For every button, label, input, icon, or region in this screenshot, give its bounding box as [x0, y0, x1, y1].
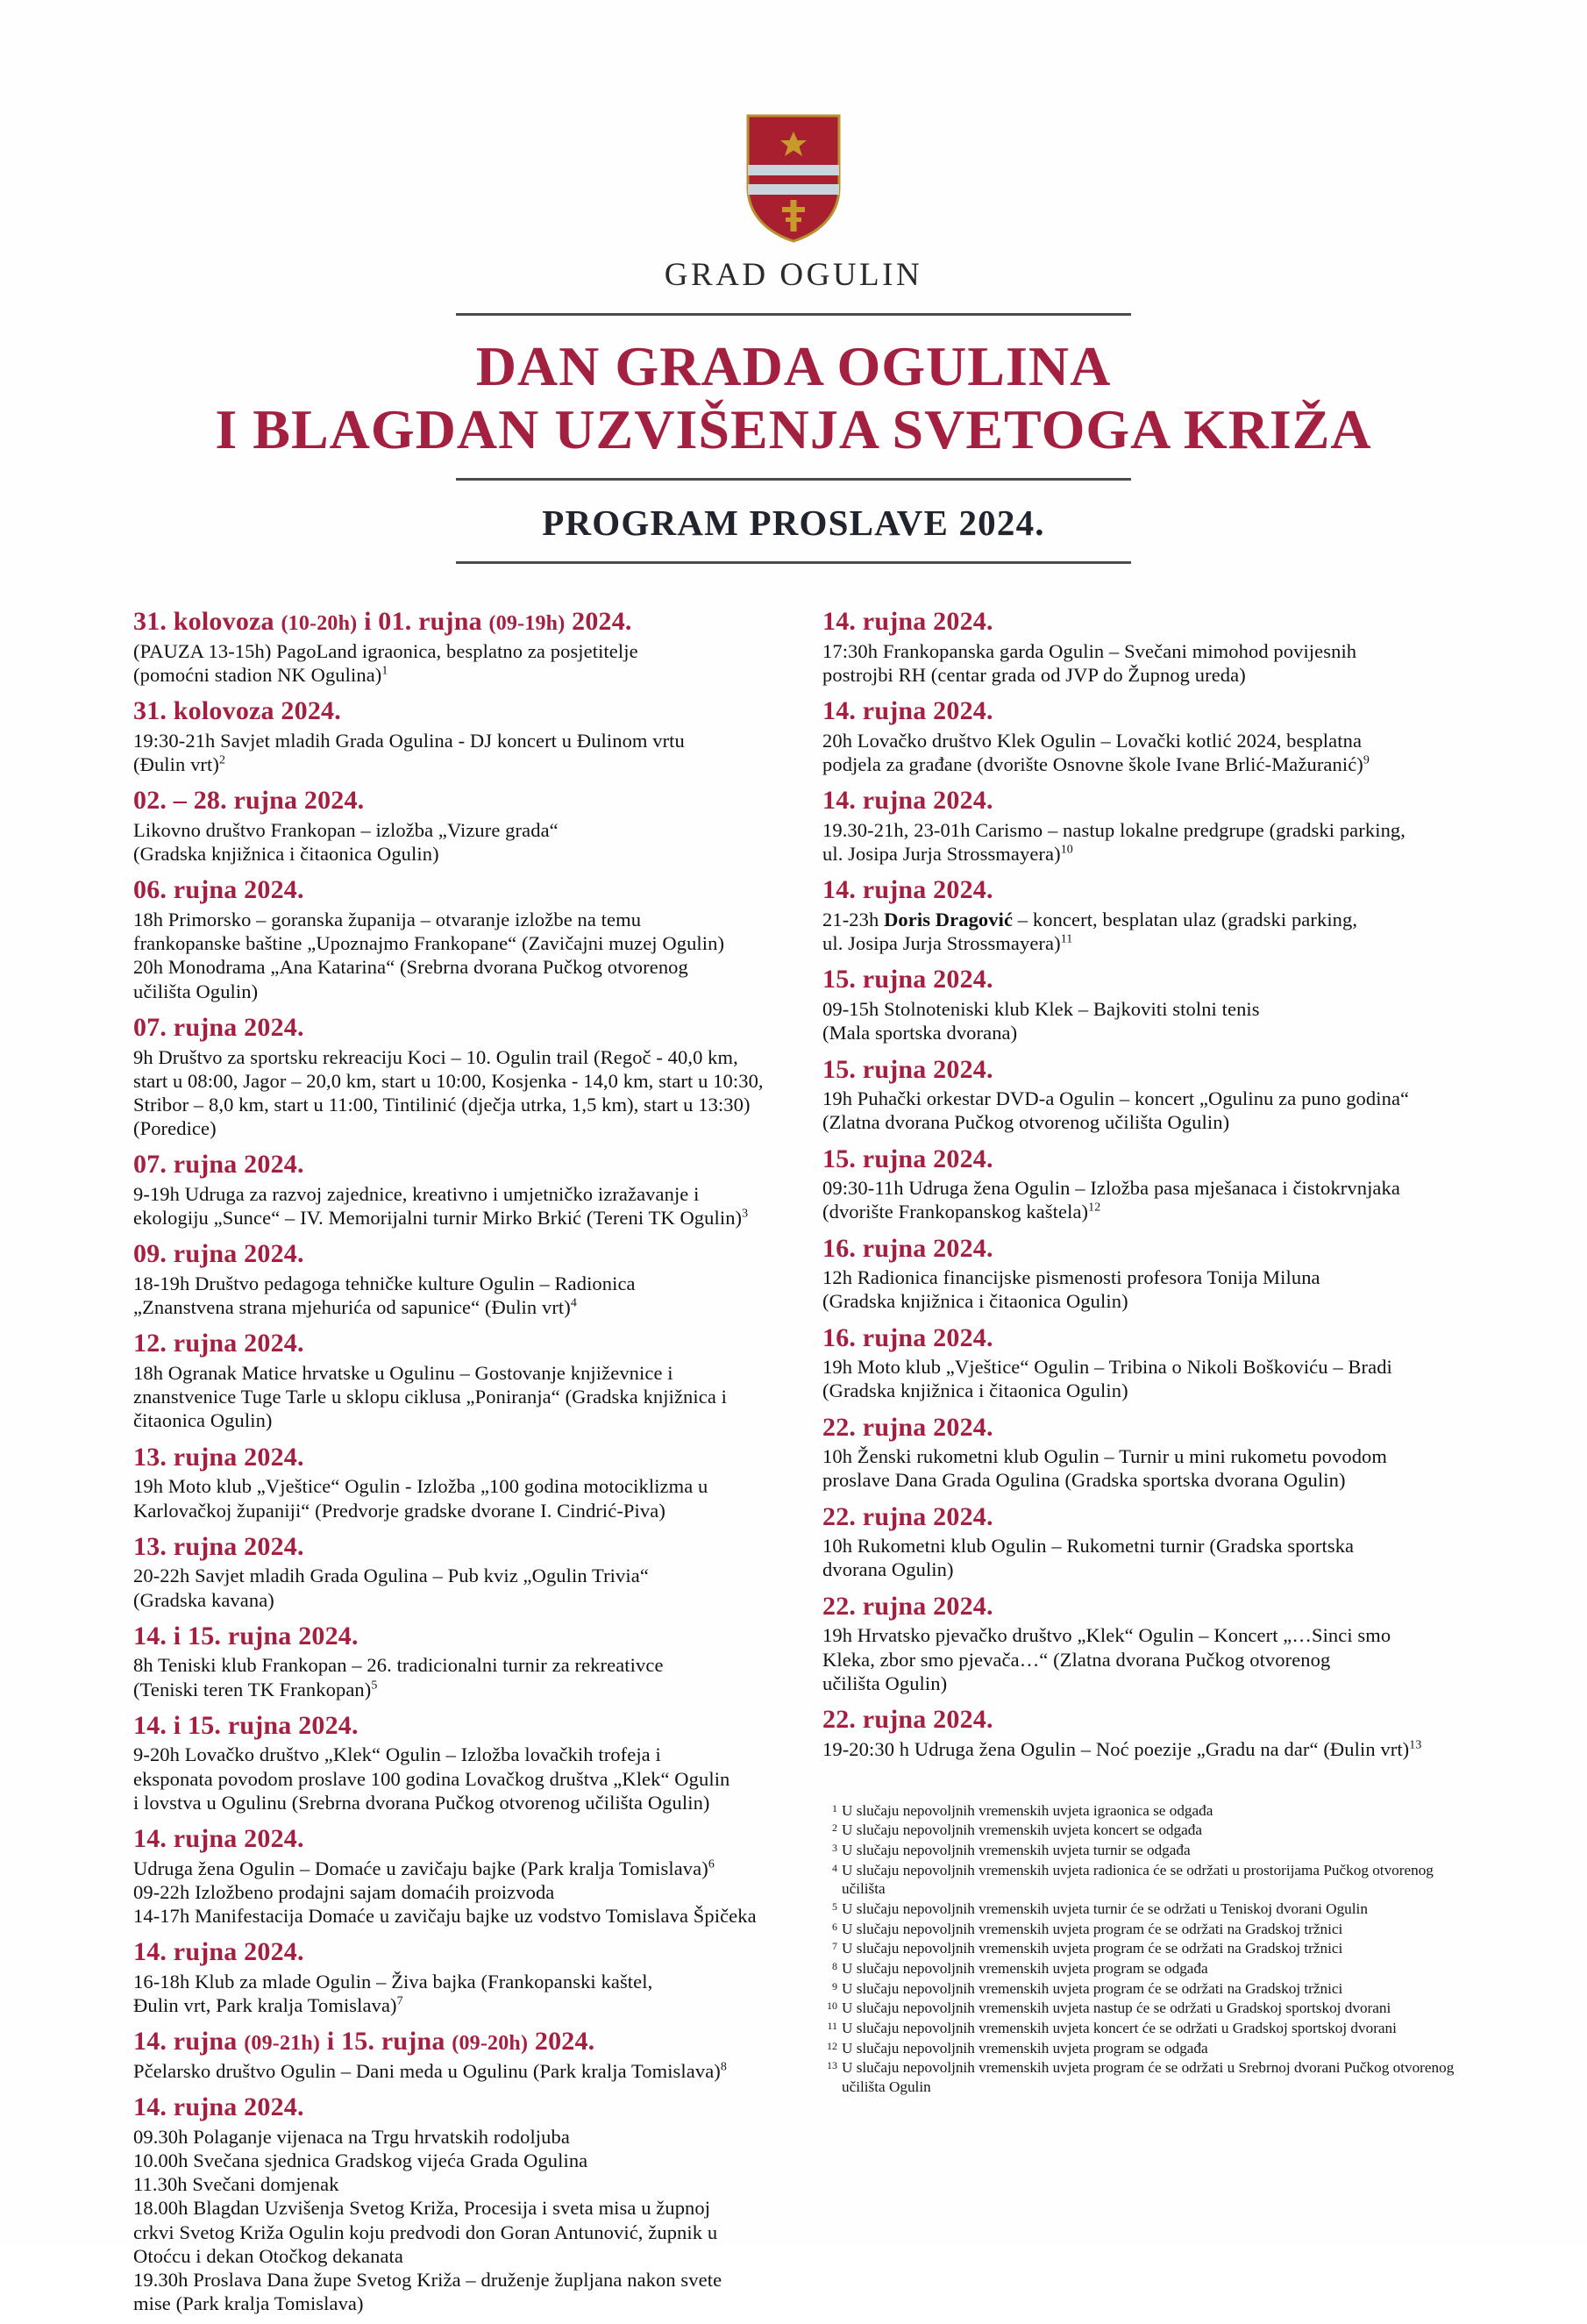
entry-line: 09:30-11h Udruga žena Ogulin – Izložba pasa mješanaca i čistokrvnjaka: [822, 1177, 1400, 1200]
entry-line: (Mala sportska dvorana): [822, 1022, 1018, 1044]
entry-description: [822, 1623, 1461, 1695]
program-entry: [133, 1442, 772, 1522]
program-entry: [822, 1704, 1461, 1761]
program-entry: [822, 1233, 1461, 1314]
entry-description: [133, 1045, 772, 1141]
entry-line: 10h Ženski rukometni klub Ogulin – Turnir u mini rukometu povodom: [822, 1445, 1387, 1468]
footnote-text: U slučaju nepovoljnih vremenskih uvjeta nastup će se održati u Gradskoj sportskoj dvorani: [842, 2000, 1391, 2017]
entry-date: 13. rujna 2024.: [133, 1442, 304, 1472]
entry-line: (Đulin vrt)$^2$: [133, 753, 226, 776]
city-name: GRAD OGULIN: [664, 257, 923, 293]
entry-description: [133, 1474, 772, 1522]
entry-line: 20-22h Savjet mladih Grada Ogulina – Pub kviz „Ogulin Trivia“: [133, 1565, 649, 1587]
entry-description: [133, 1182, 772, 1230]
program-entry: [133, 1012, 772, 1140]
entry-line: 11.30h Svečani domjenak: [133, 2173, 339, 2196]
footnote-number: 13: [827, 2059, 837, 2072]
entry-line: 18h Primorsko – goranska županija – otvaranje izložbe na temu: [133, 909, 642, 931]
entry-line: postrojbi RH (centar grada od JVP do Župnog ureda): [822, 664, 1246, 687]
entry-line: ul. Josipa Jurja Strossmayera)$^{11}$: [822, 932, 1073, 955]
entry-description: [822, 1444, 1461, 1492]
entry-line: (PAUZA 13-15h) PagoLand igraonica, besplatno za posjetitelje: [133, 639, 638, 662]
footnote-number: 6: [832, 1920, 837, 1933]
entry-line: start u 08:00, Jagor – 20,0 km, start u 10:00, Kosjenka - 14,0 km, start u 10:30,: [133, 1069, 764, 1092]
entry-line: 20h Lovačko društvo Klek Ogulin – Lovački kotlić 2024, besplatna: [822, 729, 1363, 752]
entry-date: 14. i 15. rujna 2024.: [133, 1621, 359, 1650]
entry-date: 14. rujna 2024.: [822, 875, 993, 905]
entry-line: (Gradska knjižnica i čitaonica Ogulin): [133, 843, 439, 866]
entry-line: ekologiju „Sunce“ – IV. Memorijalni turnir Mirko Brkić (Tereni TK Ogulin)$^3$: [133, 1207, 749, 1230]
entry-description: [133, 1857, 772, 1928]
program-entry: [822, 606, 1461, 687]
entry-line: dvorana Ogulin): [822, 1558, 954, 1581]
entry-description: [133, 1272, 772, 1319]
footnote-text: U slučaju nepovoljnih vremenskih uvjeta koncert će se održati u Gradskoj sportskoj dvorani: [842, 2020, 1397, 2037]
program-entry: [133, 2026, 772, 2083]
entry-line: 9-19h Udruga za razvoj zajednice, kreativno i umjetničko izražavanje i: [133, 1182, 700, 1205]
footnote-text: U slučaju nepovoljnih vremenskih uvjeta igraonica se odgađa: [842, 1801, 1213, 1819]
program-entry: [822, 1144, 1461, 1224]
entry-line: mise (Park kralja Tomislava): [133, 2292, 364, 2315]
footnote-item: [822, 1861, 1461, 1899]
page-title-line2: I BLAGDAN UZVIŠENJA SVETOGA KRIŽA: [215, 397, 1372, 460]
entry-description: [133, 2059, 772, 2083]
entry-date: 22. rujna 2024.: [822, 1704, 993, 1734]
crest-container: [0, 112, 1587, 244]
entry-date: 07. rujna 2024.: [133, 1012, 304, 1042]
entry-line: podjela za građane (dvorište Osnovne škole Ivane Brlić-Mažuranić)$^9$: [822, 753, 1370, 776]
entry-date: 02. – 28. rujna 2024.: [133, 786, 365, 816]
page-subtitle: PROGRAM PROSLAVE 2024.: [542, 503, 1045, 544]
footnote-text: U slučaju nepovoljnih vremenskih uvjeta program se odgađa: [842, 2039, 1208, 2057]
entry-line: 09.30h Polaganje vijenaca na Trgu hrvatskih rodoljuba: [133, 2125, 570, 2148]
entry-line: znanstvenice Tuge Tarle u sklopu ciklusa „Poniranja“ (Gradska knjižnica i: [133, 1386, 728, 1408]
program-entry: [133, 1936, 772, 2017]
entry-date: 14. i 15. rujna 2024.: [133, 1710, 359, 1740]
poster-header: [0, 0, 1587, 564]
entry-line: učilišta Ogulin): [822, 1672, 948, 1694]
entry-line: 19h Puhački orkestar DVD-a Ogulin – koncert „Ogulinu za puno godina“: [822, 1087, 1410, 1110]
entry-description: [822, 908, 1461, 955]
entry-line: 10h Rukometni klub Ogulin – Rukometni turnir (Gradska sportska: [822, 1535, 1355, 1558]
program-entry: [822, 1322, 1461, 1403]
footnote-item: [822, 1900, 1461, 1919]
program-entry: [133, 606, 772, 687]
entry-date: 14. rujna 2024.: [133, 1937, 304, 1967]
entry-line: (pomoćni stadion NK Ogulina)$^1$: [133, 664, 388, 687]
footnote-item: [822, 1920, 1461, 1939]
entry-line: Đulin vrt, Park kralja Tomislava)$^7$: [133, 1994, 403, 2017]
footnote-text: U slučaju nepovoljnih vremenskih uvjeta turnir će se održati u Teniskoj dvorani Ogulin: [842, 1900, 1368, 1918]
entry-line: (Gradska kavana): [133, 1588, 274, 1611]
program-entry: [822, 964, 1461, 1044]
entry-line: (Teniski teren TK Frankopan)$^5$: [133, 1678, 378, 1700]
entry-date: 22. rujna 2024.: [822, 1501, 993, 1531]
program-columns: [0, 606, 1587, 2324]
entry-description: [133, 639, 772, 687]
page-title: [0, 335, 1587, 460]
footnote-item: [822, 2058, 1461, 2096]
entry-line: 12h Radionica financijske pismenosti profesora Tonija Miluna: [822, 1266, 1320, 1289]
entry-description: [133, 1361, 772, 1433]
entry-line: (dvorište Frankopanskog kaštela)$^{12}$: [822, 1201, 1101, 1223]
entry-line: 19h Moto klub „Vještice“ Ogulin – Tribina o Nikoli Boškoviću – Bradi: [822, 1356, 1392, 1379]
program-entry: [822, 785, 1461, 866]
entry-description: [133, 908, 772, 1003]
entry-line: 16-18h Klub za mlade Ogulin – Živa bajka (Frankopanski kaštel,: [133, 1970, 653, 1993]
entry-date: 14. rujna (09-21h) i 15. rujna (09-20h) 2024.: [133, 2027, 595, 2057]
entry-line: crkvi Svetog Križa Ogulin koju predvodi don Goran Antunović, župnik u: [133, 2221, 718, 2243]
entry-description: [822, 639, 1461, 687]
entry-description: [822, 818, 1461, 866]
footnote-text: U slučaju nepovoljnih vremenskih uvjeta program će se održati na Gradskoj tržnici: [842, 1920, 1343, 1937]
entry-line: 09-15h Stolnoteniski klub Klek – Bajkoviti stolni tenis: [822, 998, 1260, 1021]
entry-date: 15. rujna 2024.: [822, 1144, 993, 1173]
entry-description: [822, 1265, 1461, 1313]
entry-date: 14. rujna 2024.: [822, 696, 993, 726]
entry-line: 19-20:30 h Udruga žena Ogulin – Noć poezije „Gradu na dar“ (Đulin vrt)$^{13}$: [822, 1737, 1422, 1760]
entry-line: eksponata povodom proslave 100 godina Lovačkog društva „Klek“ Ogulin: [133, 1767, 730, 1790]
entry-line: (Zlatna dvorana Pučkog otvorenog učilišta Ogulin): [822, 1111, 1230, 1134]
program-entry: [133, 1149, 772, 1230]
entry-line: Otoćcu i dekan Otočkog dekanata: [133, 2244, 403, 2267]
entry-line: 19h Moto klub „Vještice“ Ogulin - Izložba „100 godina motociklizma u: [133, 1475, 708, 1498]
entry-description: [822, 1534, 1461, 1581]
program-entry: [822, 1501, 1461, 1582]
footnote-item: [822, 1939, 1461, 1958]
entry-date: 14. rujna 2024.: [133, 1824, 304, 1854]
footnote-number: 10: [827, 2000, 837, 2013]
footnote-text: U slučaju nepovoljnih vremenskih uvjeta program se odgađa: [842, 1960, 1208, 1978]
program-entry: [822, 1412, 1461, 1493]
entry-date: 22. rujna 2024.: [822, 1412, 993, 1442]
entry-date: 15. rujna 2024.: [822, 1054, 993, 1084]
entry-line: 18h Ogranak Matice hrvatske u Ogulinu – Gostovanje književnice i: [133, 1362, 673, 1385]
entry-description: [133, 729, 772, 776]
entry-description: [822, 1355, 1461, 1402]
footnote-number: 7: [832, 1940, 837, 1953]
entry-line: Stribor – 8,0 km, start u 11:00, Tintilinić (dječja utrka, 1,5 km), start u 13:30): [133, 1093, 751, 1116]
footnote-number: 5: [832, 1900, 837, 1914]
entry-line: čitaonica Ogulin): [133, 1409, 273, 1432]
entry-line: 17:30h Frankopanska garda Ogulin – Svečani mimohod povijesnih: [822, 639, 1357, 662]
entry-date: 22. rujna 2024.: [822, 1591, 993, 1621]
entry-date: 15. rujna 2024.: [822, 965, 993, 994]
footnote-text: U slučaju nepovoljnih vremenskih uvjeta turnir se odgađa: [842, 1842, 1191, 1859]
entry-description: [822, 729, 1461, 776]
entry-line: frankopanske baštine „Upoznajmo Frankopane“ (Zavičajni muzej Ogulin): [133, 932, 725, 955]
footnote-item: [822, 1979, 1461, 1999]
entry-date: 07. rujna 2024.: [133, 1150, 304, 1180]
entry-date: 14. rujna 2024.: [822, 607, 993, 637]
entry-description: [133, 1653, 772, 1700]
footnote-item: [822, 2019, 1461, 2038]
entry-line: (Gradska knjižnica i čitaonica Ogulin): [822, 1379, 1128, 1402]
entry-date: 13. rujna 2024.: [133, 1531, 304, 1561]
divider-bottom: [456, 561, 1131, 564]
entry-description: [133, 2125, 772, 2316]
entry-line: 19h Hrvatsko pjevačko društvo „Klek“ Ogulin – Koncert „…Sinci smo: [822, 1624, 1391, 1647]
page-title-line1: DAN GRADA OGULINA: [475, 335, 1112, 397]
entry-date: 06. rujna 2024.: [133, 875, 304, 905]
entry-line: (Gradska knjižnica i čitaonica Ogulin): [822, 1290, 1128, 1313]
entry-line: 9-20h Lovačko društvo „Klek“ Ogulin – Izložba lovačkih trofeja i: [133, 1743, 661, 1766]
footnote-text: U slučaju nepovoljnih vremenskih uvjeta koncert se odgađa: [842, 1821, 1202, 1839]
entry-line: proslave Dana Grada Ogulina (Gradska sportska dvorana Ogulin): [822, 1469, 1346, 1492]
program-entries-right: [822, 606, 1461, 1760]
entry-date: 14. rujna 2024.: [822, 786, 993, 816]
entry-line: učilišta Ogulin): [133, 980, 259, 1002]
program-entry: [822, 695, 1461, 776]
entry-description: [133, 1970, 772, 2017]
entry-line: Kleka, zbor smo pjevača…“ (Zlatna dvorana Pučkog otvorenog: [822, 1648, 1331, 1671]
program-entry: [822, 1591, 1461, 1695]
entry-date: 16. rujna 2024.: [822, 1233, 993, 1263]
program-entry: [133, 1710, 772, 1814]
footnote-item: [822, 1999, 1461, 2018]
entry-date: 09. rujna 2024.: [133, 1239, 304, 1269]
footnotes-list: [822, 1801, 1461, 2097]
program-entry: [133, 1238, 772, 1319]
entry-date: 31. kolovoza 2024.: [133, 696, 341, 726]
footnote-item: [822, 1959, 1461, 1978]
program-entry: [822, 874, 1461, 955]
entry-description: [822, 997, 1461, 1044]
entry-description: [133, 1564, 772, 1611]
program-entry: [133, 1531, 772, 1612]
entry-description: [133, 818, 772, 866]
entry-line: Udruga žena Ogulin – Domaće u zavičaju bajke (Park kralja Tomislava)$^6$: [133, 1857, 715, 1879]
entry-line: 18.00h Blagdan Uzvišenja Svetog Križa, Procesija i sveta misa u župnoj: [133, 2197, 711, 2220]
footnote-number: 8: [832, 1960, 837, 1973]
entry-line: Pčelarsko društvo Ogulin – Dani meda u Ogulinu (Park kralja Tomislava)$^8$: [133, 2059, 727, 2082]
program-entry: [133, 2092, 772, 2315]
entry-date: 12. rujna 2024.: [133, 1329, 304, 1358]
entry-description: [822, 1737, 1461, 1761]
entry-description: [822, 1176, 1461, 1223]
entry-line: 19:30-21h Savjet mladih Grada Ogulina - DJ koncert u Đulinom vrtu: [133, 729, 685, 752]
footnote-text: U slučaju nepovoljnih vremenskih uvjeta radionica će se održati u prostorijama Pučkog otvorenog učilišta: [842, 1861, 1434, 1898]
entry-line: (Poredice): [133, 1117, 217, 1140]
entry-line: 19.30-21h, 23-01h Carismo – nastup lokalne predgrupe (gradski parking,: [822, 819, 1406, 841]
program-entry: [133, 1328, 772, 1432]
program-column-right: [822, 606, 1461, 2324]
entry-line: 14-17h Manifestacija Domaće u zavičaju bajke uz vodstvo Tomislava Špičeka: [133, 1905, 757, 1928]
footnote-text: U slučaju nepovoljnih vremenskih uvjeta program će se održati na Gradskoj tržnici: [842, 1940, 1343, 1957]
footnote-number: 2: [832, 1821, 837, 1835]
footnote-text: U slučaju nepovoljnih vremenskih uvjeta program će se održati na Gradskoj tržnici: [842, 1979, 1343, 1997]
footnote-item: [822, 1821, 1461, 1840]
footnote-number: 12: [827, 2039, 837, 2052]
entry-line: „Znanstvena strana mjehurića od sapunice“ (Đulin vrt)$^4$: [133, 1296, 577, 1319]
entry-line: Likovno društvo Frankopan – izložba „Vizure grada“: [133, 819, 559, 841]
entry-description: [133, 1743, 772, 1814]
footnote-item: [822, 1801, 1461, 1821]
entry-line: 10.00h Svečana sjednica Gradskog vijeća Grada Ogulina: [133, 2149, 588, 2171]
entry-line: 20h Monodrama „Ana Katarina“ (Srebrna dvorana Pučkog otvorenog: [133, 956, 688, 979]
footnote-number: 11: [827, 2020, 837, 2033]
entry-line: 19.30h Proslava Dana župe Svetog Križa – druženje župljana nakon svete: [133, 2269, 722, 2292]
entry-line: 9h Društvo za sportsku rekreaciju Koci – 10. Ogulin trail (Regoč - 40,0 km,: [133, 1045, 738, 1068]
program-entry: [133, 695, 772, 776]
program-entry: [822, 1054, 1461, 1135]
entry-line: Karlovačkoj županiji“ (Predvorje gradske dvorane I. Cindrić-Piva): [133, 1499, 665, 1522]
footnote-item: [822, 2039, 1461, 2058]
footnote-number: 9: [832, 1979, 837, 1993]
program-entry: [133, 785, 772, 866]
footnote-number: 3: [832, 1842, 837, 1855]
coat-of-arms-icon: [744, 112, 843, 244]
footnote-number: 4: [832, 1861, 837, 1874]
footnote-item: [822, 1841, 1461, 1860]
program-entry: [133, 874, 772, 1002]
divider-top: [456, 313, 1131, 316]
entry-line: ul. Josipa Jurja Strossmayera)$^{10}$: [822, 843, 1073, 866]
entry-description: [822, 1087, 1461, 1134]
program-entry: [133, 1621, 772, 1701]
entry-line: 18-19h Društvo pedagoga tehničke kulture Ogulin – Radionica: [133, 1272, 636, 1294]
entry-line: 21-23h Doris Dragović – koncert, besplatan ulaz (gradski parking,: [822, 909, 1358, 931]
entry-date: 31. kolovoza (10-20h) i 01. rujna (09-19h) 2024.: [133, 607, 632, 637]
entry-date: 16. rujna 2024.: [822, 1322, 993, 1352]
footnote-number: 1: [832, 1801, 837, 1814]
entry-line: 09-22h Izložbeno prodajni sajam domaćih proizvoda: [133, 1880, 555, 1903]
divider-middle: [456, 478, 1131, 481]
entry-date: 14. rujna 2024.: [133, 2092, 304, 2122]
entry-line: i lovstva u Ogulinu (Srebrna dvorana Pučkog otvorenog učilišta Ogulin): [133, 1791, 710, 1814]
program-entry: [133, 1823, 772, 1928]
entry-line: 8h Teniski klub Frankopan – 26. tradicionalni turnir za rekreativce: [133, 1654, 664, 1677]
footnote-text: U slučaju nepovoljnih vremenskih uvjeta program će se održati u Srebrnoj dvorani Pučkog otvorenog učilišta Ogulin: [842, 2059, 1455, 2096]
program-column-left: [133, 606, 772, 2324]
